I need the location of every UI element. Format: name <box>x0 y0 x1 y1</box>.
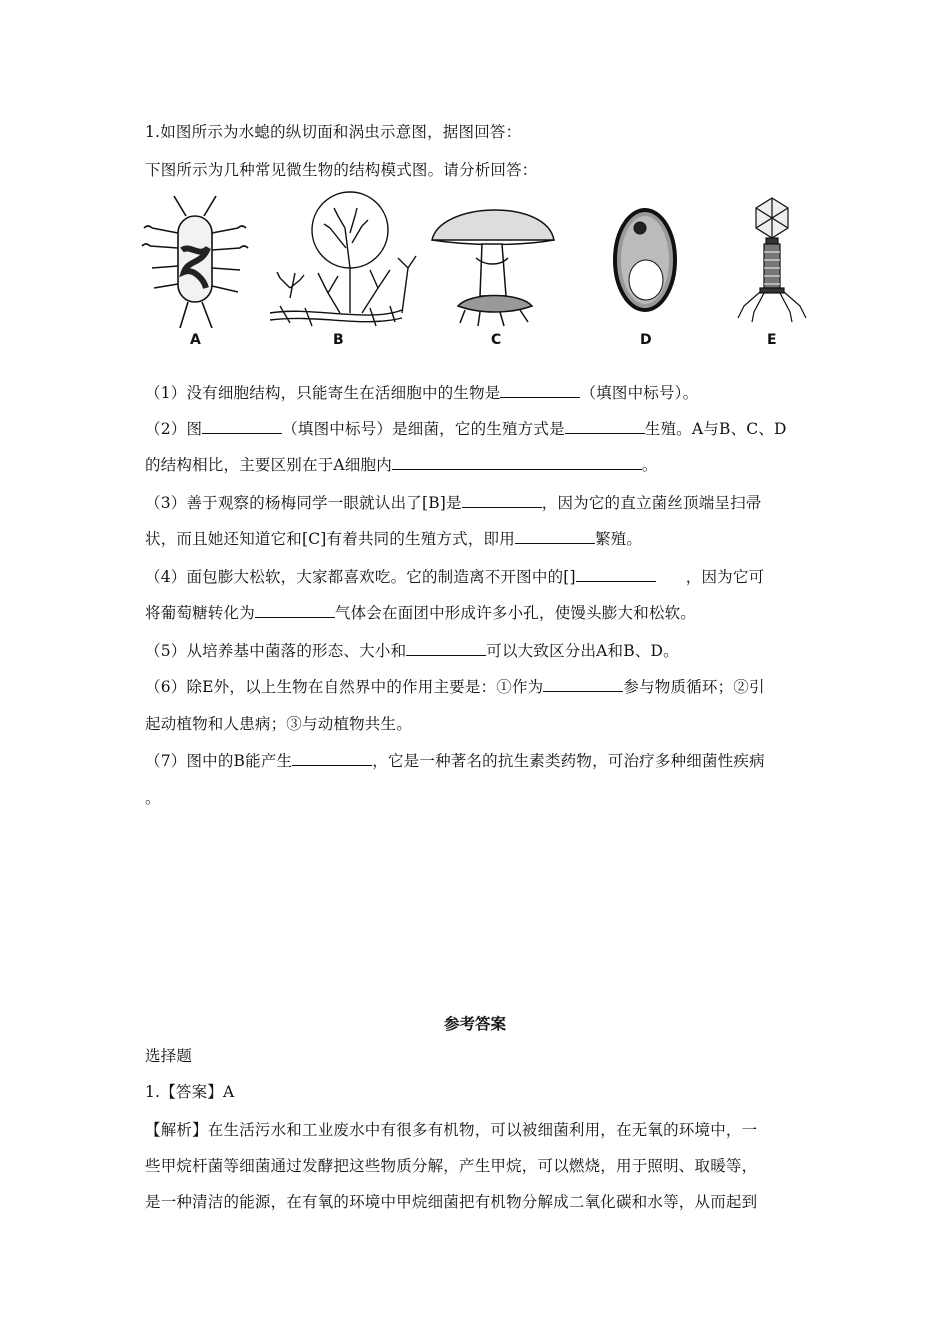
mushroom-drawing <box>432 210 554 326</box>
figure-label-a: A <box>190 332 201 348</box>
penicillium-drawing <box>270 192 416 326</box>
question-2-continued: 的结构相比，主要区别在于A细胞内 。 <box>145 456 658 474</box>
question-4-continued: 将葡萄糖转化为 气体会在面团中形成许多小孔，使馒头膨大和松软。 <box>145 604 697 622</box>
answer-blank <box>462 492 542 508</box>
answers-title: 参考答案 <box>443 1014 506 1033</box>
bacterium-drawing <box>142 196 248 328</box>
figure-label-b: B <box>333 332 344 348</box>
question-3-continued: 状，而且她还知道它和[C]有着共同的生殖方式，即用 繁殖。 <box>145 530 643 548</box>
figure-label-c: C <box>491 332 502 348</box>
question-6: （6）除E外，以上生物在自然界中的作用主要是：①作为 参与物质循环；②引 <box>145 678 765 696</box>
answer-blank <box>543 676 623 692</box>
answer-blank <box>500 382 580 398</box>
question-4: （4）面包膨大松软，大家都喜欢吃。它的制造离不开图中的[] ，因为它可 <box>145 568 765 586</box>
yeast-drawing <box>615 210 675 310</box>
question-subtitle: 下图所示为几种常见微生物的结构模式图。请分析回答： <box>145 161 538 179</box>
answer-blank <box>515 528 595 544</box>
answer-blank <box>255 602 335 618</box>
microorganism-figure <box>140 188 820 353</box>
answer-blank <box>202 418 282 434</box>
figure-label-e: E <box>767 332 777 348</box>
answers-section: 选择题 <box>145 1047 193 1065</box>
bacteriophage-drawing <box>738 198 806 322</box>
analysis-line: 【解析】在生活污水和工业废水中有很多有机物，可以被细菌利用，在无氧的环境中，一 <box>145 1121 758 1139</box>
question-2: （2）图 （填图中标号）是细菌，它的生殖方式是 生殖。A与B、C、D <box>145 420 787 438</box>
answer-blank <box>576 566 656 582</box>
answer-blank <box>565 418 645 434</box>
question-1: （1）没有细胞结构，只能寄生在活细胞中的生物是 （填图中标号）。 <box>145 384 699 402</box>
question-3: （3）善于观察的杨梅同学一眼就认出了[B]是 ，因为它的直立菌丝顶端呈扫帚 <box>145 494 762 512</box>
answer-blank <box>392 454 642 470</box>
answer-1: 1.【答案】A <box>145 1083 235 1101</box>
question-7-continued: 。 <box>145 789 161 807</box>
answer-blank <box>292 750 372 766</box>
question-6-continued: 起动植物和人患病；③与动植物共生。 <box>145 715 412 733</box>
answer-blank <box>406 640 486 656</box>
question-7: （7）图中的B能产生 ，它是一种著名的抗生素类药物，可治疗多种细菌性疾病 <box>145 752 765 770</box>
question-intro: 1.如图所示为水螅的纵切面和涡虫示意图，据图回答： <box>145 123 522 141</box>
figure-label-d: D <box>640 332 652 348</box>
question-5: （5）从培养基中菌落的形态、大小和 可以大致区分出A和B、D。 <box>145 642 679 660</box>
analysis-line: 些甲烷杆菌等细菌通过发酵把这些物质分解，产生甲烷，可以燃烧，用于照明、取暖等， <box>145 1157 758 1175</box>
analysis-line: 是一种清洁的能源，在有氧的环境中甲烷细菌把有机物分解成二氧化碳和水等，从而起到 <box>145 1193 758 1211</box>
